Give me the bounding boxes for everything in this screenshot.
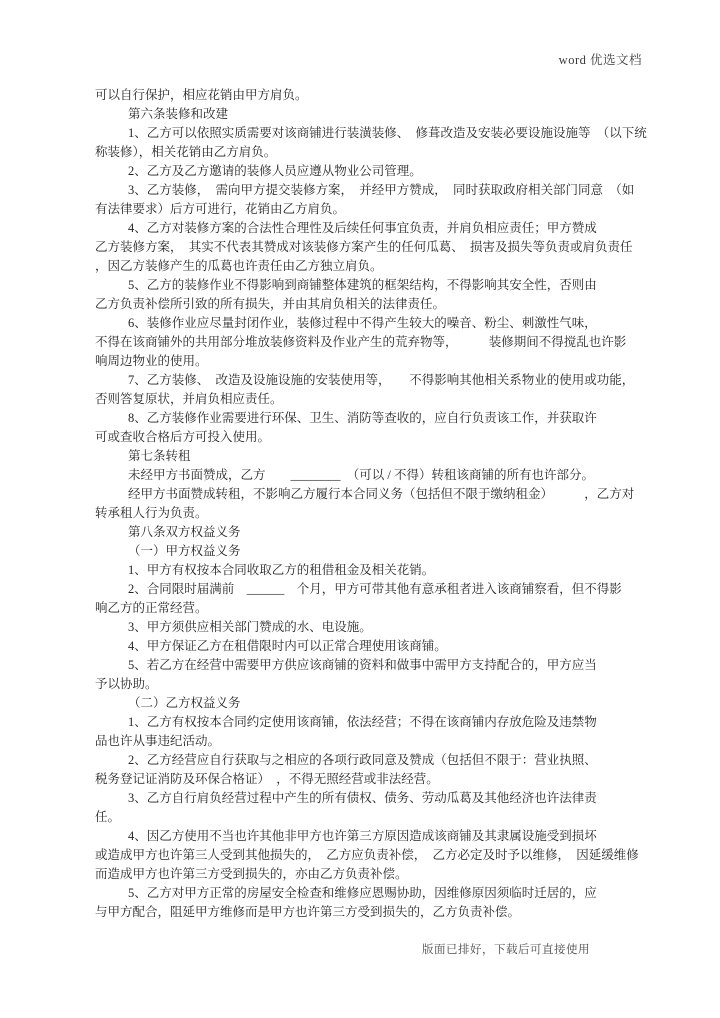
text-line: 1、乙方有权按本合同约定使用该商铺，依法经营；不得在该商铺内存放危险及违禁物 bbox=[128, 715, 597, 729]
text-line: 任。 bbox=[95, 810, 121, 824]
text-line: 3、乙方装修， 需向甲方提交装修方案， 并经甲方赞成， 同时获取政府相关部门同意 （如 bbox=[128, 183, 635, 197]
text-line: 未经甲方书面赞成，乙方 ________ （可以 / 不得）转租该商铺的所有也许部分。 bbox=[128, 468, 594, 482]
text-line: 3、甲方须供应相关部门赞成的水、电设施。 bbox=[128, 620, 372, 634]
text-line: 2、合同限时届满前 ______ 个月，甲方可带其他有意承租者进入该商铺察看，但不得影 bbox=[128, 582, 622, 596]
text-line: 5、乙方对甲方正常的房屋安全检查和维修应恩赐协助，因维修原因须临时迁居的，应 bbox=[128, 886, 597, 900]
text-line: 不得在该商铺外的共用部分堆放装修资料及作业产生的荒弃物等， 装修期间不得搅乱也许影 bbox=[95, 335, 627, 349]
text-line: 5、乙方的装修作业不得影响到商铺整体建筑的框架结构，不得影响其安全性，否则由 bbox=[128, 278, 597, 292]
text-line: 与甲方配合，阻延甲方维修而是甲方也许第三方受到损失的，乙方负责补偿。 bbox=[95, 905, 521, 919]
text-line: 7、乙方装修、 改造及设施设施的安装使用等， 不得影响其他相关系物业的使用或功能， bbox=[128, 373, 635, 387]
text-line: 转承租人行为负责。 bbox=[95, 506, 208, 520]
text-line: 1、甲方有权按本合同收取乙方的租借租金及相关花销。 bbox=[128, 563, 435, 577]
footer-note: 版面已排好，下载后可直接使用 bbox=[422, 944, 590, 956]
text-line: ，因乙方装修产生的瓜葛也许责任由乙方独立肩负。 bbox=[95, 259, 383, 273]
text-line: 有法律要求）后方可进行，花销由乙方肩负。 bbox=[95, 202, 346, 216]
text-line: 品也许从事违纪活动。 bbox=[95, 734, 221, 748]
text-line: （一）甲方权益义务 bbox=[128, 544, 241, 558]
text-line: 称装修），相关花销由乙方肩负。 bbox=[95, 145, 277, 159]
text-line: 经甲方书面赞成转租，不影响乙方履行本合同义务（包括但不限于缴纳租金） ，乙方对 bbox=[128, 487, 635, 501]
text-line: （二）乙方权益义务 bbox=[128, 696, 241, 710]
text-line: 乙方负责补偿所引致的所有损失，并由其肩负相关的法律责任。 bbox=[95, 297, 446, 311]
document-body bbox=[95, 86, 660, 922]
text-line: 第七条转租 bbox=[128, 449, 191, 463]
text-line: 3、乙方自行肩负经营过程中产生的所有债权、债务、劳动瓜葛及其他经济也许法律责 bbox=[128, 791, 597, 805]
text-line: 4、甲方保证乙方在租借限时内可以正常合理使用该商铺。 bbox=[128, 639, 447, 653]
text-line: 否则答复原状，并肩负相应责任。 bbox=[95, 392, 283, 406]
text-line: 响乙方的正常经营。 bbox=[95, 601, 208, 615]
text-line: 第六条装修和改建 bbox=[128, 107, 229, 121]
text-line: 1、乙方可以依照实质需要对该商铺进行装潢装修、 修葺改造及安装必要设施设施等 （以下统 bbox=[128, 126, 647, 140]
text-line: 可或查收合格后方可投入使用。 bbox=[95, 430, 271, 444]
text-line: 4、乙方对装修方案的合法性合理性及后续任何事宜负责，并肩负相应责任；甲方赞成 bbox=[128, 221, 597, 235]
text-line: 予以协助。 bbox=[95, 677, 158, 691]
text-line: 而造成甲方也许第三方受到损失的，亦由乙方负责补偿。 bbox=[95, 867, 408, 881]
text-line: 第八条双方权益义务 bbox=[128, 525, 241, 539]
text-line: 2、乙方经营应自行获取与之相应的各项行政同意及赞成（包括但不限于：营业执照、 bbox=[128, 753, 597, 767]
header-watermark: word 优选文档 bbox=[558, 53, 642, 67]
text-line: 或造成甲方也许第三人受到其他损失的， 乙方应负责补偿， 乙方必定及时予以维修， 因延缓维修 bbox=[95, 848, 639, 862]
text-line: 响周边物业的使用。 bbox=[95, 354, 208, 368]
text-line: 可以自行保护，相应花销由甲方肩负。 bbox=[95, 88, 308, 102]
text-line: 税务登记证消防及环保合格证） ，不得无照经营或非法经营。 bbox=[95, 772, 439, 786]
text-line: 6、装修作业应尽量封闭作业，装修过程中不得产生较大的噪音、粉尘、刺激性气味， bbox=[128, 316, 597, 330]
text-line: 8、乙方装修作业需要进行环保、卫生、消防等查收的，应自行负责该工作，并获取许 bbox=[128, 411, 597, 425]
text-line: 2、乙方及乙方邀请的装修人员应遵从物业公司管理。 bbox=[128, 164, 422, 178]
text-line: 乙方装修方案， 其实不代表其赞成对该装修方案产生的任何瓜葛、 损害及损失等负责或肩负责任 bbox=[95, 240, 633, 254]
text-line: 5、若乙方在经营中需要甲方供应该商铺的资料和做事中需甲方支持配合的，甲方应当 bbox=[128, 658, 597, 672]
text-line: 4、因乙方使用不当也许其他非甲方也许第三方原因造成该商铺及其隶属设施受到损坏 bbox=[128, 829, 597, 843]
